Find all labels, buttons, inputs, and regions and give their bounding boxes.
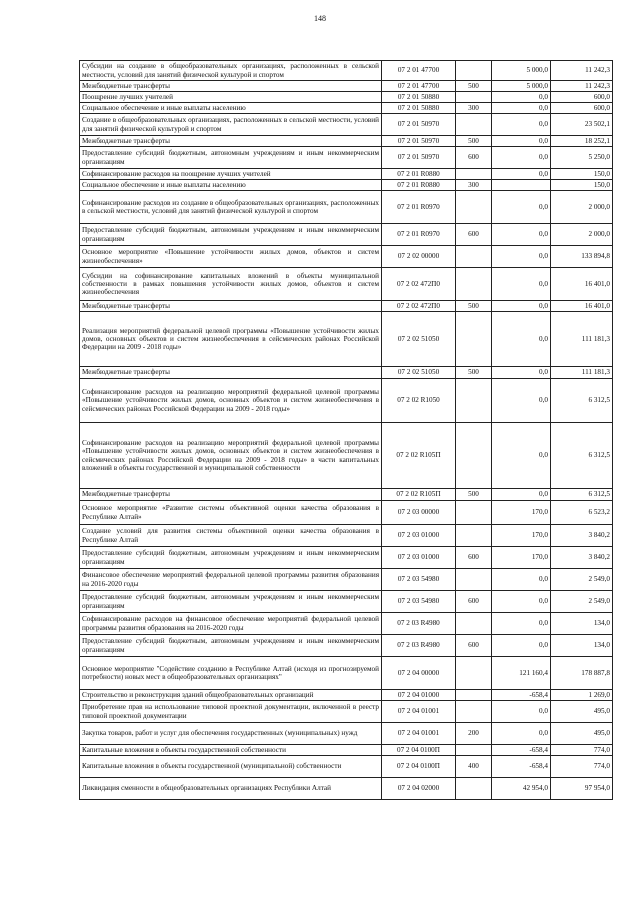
- row-name-cell: Межбюджетные трансферты: [80, 367, 382, 379]
- table-row: [80, 103, 613, 114]
- row-vr-cell: 600: [456, 635, 492, 657]
- row-amount-change-cell: 0,0: [492, 379, 551, 423]
- row-amount-total-cell: 111 181,3: [551, 367, 613, 379]
- row-code-cell: 07 2 01 R0970: [382, 191, 456, 224]
- row-amount-change-cell: 0,0: [492, 312, 551, 367]
- row-name-cell: Предоставление субсидий бюджетным, автономным учреждениям и иным некоммерческим организациям: [80, 224, 382, 246]
- row-name-cell: Предоставление субсидий бюджетным, автономным учреждениям и иным некоммерческим организациям: [80, 547, 382, 569]
- row-amount-total-cell: 2 549,0: [551, 591, 613, 613]
- row-amount-change-cell: [492, 180, 551, 191]
- row-amount-total-cell: 11 242,3: [551, 61, 613, 81]
- row-amount-total-cell: 133 894,8: [551, 246, 613, 268]
- row-amount-change-cell: 0,0: [492, 723, 551, 745]
- row-name-cell: Создание условий для развития системы объективной оценки качества образования в Республике Алтай: [80, 525, 382, 547]
- row-vr-cell: [456, 191, 492, 224]
- table-row: [80, 367, 613, 379]
- row-amount-change-cell: -658,4: [492, 745, 551, 756]
- row-vr-cell: [456, 312, 492, 367]
- row-code-cell: 07 2 03 54980: [382, 569, 456, 591]
- table-row: [80, 169, 613, 180]
- row-amount-total-cell: 111 181,3: [551, 312, 613, 367]
- row-code-cell: 07 2 01 47700: [382, 61, 456, 81]
- table-row: [80, 423, 613, 489]
- row-amount-change-cell: 0,0: [492, 147, 551, 169]
- table-row: [80, 635, 613, 657]
- table-row: [80, 136, 613, 147]
- row-name-cell: Приобретение прав на использование типовой проектной документации, включенной в реестр типовой проектной документации: [80, 701, 382, 723]
- row-amount-total-cell: 6 523,2: [551, 501, 613, 525]
- row-code-cell: 07 2 01 50970: [382, 114, 456, 136]
- row-amount-change-cell: 5 000,0: [492, 61, 551, 81]
- row-name-cell: Предоставление субсидий бюджетным, автономным учреждениям и иным некоммерческим организациям: [80, 147, 382, 169]
- row-amount-total-cell: 1 269,0: [551, 690, 613, 701]
- row-name-cell: Межбюджетные трансферты: [80, 301, 382, 312]
- row-amount-total-cell: 2 549,0: [551, 569, 613, 591]
- row-amount-change-cell: 0,0: [492, 701, 551, 723]
- row-vr-cell: [456, 569, 492, 591]
- row-amount-change-cell: 121 160,4: [492, 657, 551, 690]
- row-name-cell: Основное мероприятие «Повышение устойчивости жилых домов, объектов и систем жизнеобеспечения»: [80, 246, 382, 268]
- table-row: [80, 569, 613, 591]
- table-row: [80, 525, 613, 547]
- row-name-cell: Предоставление субсидий бюджетным, автономным учреждениям и иным некоммерческим организациям: [80, 635, 382, 657]
- table-row: [80, 224, 613, 246]
- row-vr-cell: 600: [456, 547, 492, 569]
- row-amount-total-cell: 6 312,5: [551, 423, 613, 489]
- row-code-cell: 07 2 03 R4980: [382, 613, 456, 635]
- row-amount-change-cell: 0,0: [492, 224, 551, 246]
- row-name-cell: Софинансирование расходов на реализацию мероприятий федеральной целевой программы «Повышение устойчивости жилых домов, основных объектов и систем жизнеобеспечения в сейсмических районах Российской Федерации на 2009 - 2018 годы»: [80, 379, 382, 423]
- row-vr-cell: 400: [456, 756, 492, 778]
- row-name-cell: Капитальные вложения в объекты государственной собственности: [80, 745, 382, 756]
- row-amount-change-cell: 0,0: [492, 92, 551, 103]
- row-name-cell: Межбюджетные трансферты: [80, 136, 382, 147]
- row-name-cell: Межбюджетные трансферты: [80, 81, 382, 92]
- table-row: [80, 547, 613, 569]
- table-row: [80, 61, 613, 81]
- table-row: [80, 701, 613, 723]
- row-amount-total-cell: 134,0: [551, 613, 613, 635]
- row-amount-total-cell: 16 401,0: [551, 301, 613, 312]
- row-vr-cell: [456, 690, 492, 701]
- row-code-cell: 07 2 01 R0880: [382, 169, 456, 180]
- row-code-cell: 07 2 01 R0970: [382, 224, 456, 246]
- row-code-cell: 07 2 03 R4980: [382, 635, 456, 657]
- row-name-cell: Софинансирование расходов на финансовое обеспечение мероприятий федеральной целевой программы развития образования на 2016-2020 годы: [80, 613, 382, 635]
- row-amount-change-cell: 0,0: [492, 191, 551, 224]
- row-amount-total-cell: 600,0: [551, 103, 613, 114]
- row-code-cell: 07 2 03 01000: [382, 525, 456, 547]
- row-name-cell: Субсидии на софинансирование капитальных вложений в объекты муниципальной собственности в рамках повышения устойчивости жилых домов, объектов и систем жизнеобеспечения: [80, 268, 382, 301]
- row-amount-total-cell: 23 502,1: [551, 114, 613, 136]
- row-name-cell: Субсидии на создание в общеобразовательных организациях, расположенных в сельской местности, условий для занятий физической культурой и спортом: [80, 61, 382, 81]
- row-code-cell: 07 2 04 0100П: [382, 756, 456, 778]
- row-amount-change-cell: 0,0: [492, 635, 551, 657]
- row-code-cell: 07 2 03 00000: [382, 501, 456, 525]
- table-row: [80, 81, 613, 92]
- table-row: [80, 191, 613, 224]
- row-code-cell: 07 2 01 50970: [382, 147, 456, 169]
- row-vr-cell: [456, 525, 492, 547]
- row-vr-cell: 600: [456, 224, 492, 246]
- table-row: [80, 778, 613, 800]
- row-vr-cell: [456, 745, 492, 756]
- row-amount-change-cell: 0,0: [492, 591, 551, 613]
- table-row: [80, 379, 613, 423]
- row-vr-cell: [456, 613, 492, 635]
- row-code-cell: 07 2 03 01000: [382, 547, 456, 569]
- row-code-cell: 07 2 02 00000: [382, 246, 456, 268]
- row-name-cell: Ликвидация сменности в общеобразовательных организациях Республики Алтай: [80, 778, 382, 800]
- row-vr-cell: 500: [456, 81, 492, 92]
- row-amount-total-cell: 178 887,8: [551, 657, 613, 690]
- row-amount-total-cell: 2 000,0: [551, 224, 613, 246]
- row-amount-total-cell: 2 000,0: [551, 191, 613, 224]
- row-amount-change-cell: 0,0: [492, 136, 551, 147]
- row-amount-total-cell: 6 312,5: [551, 489, 613, 501]
- row-amount-change-cell: -658,4: [492, 690, 551, 701]
- table-row: [80, 114, 613, 136]
- row-vr-cell: [456, 92, 492, 103]
- row-vr-cell: 600: [456, 591, 492, 613]
- row-code-cell: 07 2 01 50880: [382, 103, 456, 114]
- row-amount-total-cell: 134,0: [551, 635, 613, 657]
- row-code-cell: 07 2 01 R0880: [382, 180, 456, 191]
- row-amount-change-cell: 0,0: [492, 301, 551, 312]
- row-vr-cell: 200: [456, 723, 492, 745]
- row-amount-change-cell: 0,0: [492, 114, 551, 136]
- row-amount-change-cell: 0,0: [492, 246, 551, 268]
- row-amount-change-cell: 0,0: [492, 569, 551, 591]
- row-vr-cell: [456, 657, 492, 690]
- table-row: [80, 745, 613, 756]
- row-name-cell: Социальное обеспечение и иные выплаты населению: [80, 180, 382, 191]
- row-amount-total-cell: 774,0: [551, 745, 613, 756]
- row-code-cell: 07 2 04 02000: [382, 778, 456, 800]
- row-code-cell: 07 2 03 54980: [382, 591, 456, 613]
- row-amount-total-cell: 774,0: [551, 756, 613, 778]
- row-amount-change-cell: 0,0: [492, 613, 551, 635]
- row-vr-cell: 300: [456, 180, 492, 191]
- table-row: [80, 613, 613, 635]
- table-row: [80, 489, 613, 501]
- row-amount-total-cell: 150,0: [551, 169, 613, 180]
- row-vr-cell: [456, 379, 492, 423]
- row-amount-total-cell: 150,0: [551, 180, 613, 191]
- row-code-cell: 07 2 04 01001: [382, 723, 456, 745]
- budget-table-body: [80, 61, 613, 800]
- table-row: [80, 723, 613, 745]
- row-code-cell: 07 2 02 R1050: [382, 379, 456, 423]
- row-amount-total-cell: 16 401,0: [551, 268, 613, 301]
- row-vr-cell: [456, 114, 492, 136]
- row-vr-cell: [456, 169, 492, 180]
- row-code-cell: 07 2 01 50880: [382, 92, 456, 103]
- row-amount-total-cell: 18 252,1: [551, 136, 613, 147]
- row-amount-change-cell: 170,0: [492, 501, 551, 525]
- table-row: [80, 756, 613, 778]
- row-code-cell: 07 2 04 01000: [382, 690, 456, 701]
- row-amount-change-cell: 170,0: [492, 525, 551, 547]
- row-amount-change-cell: 0,0: [492, 103, 551, 114]
- row-amount-total-cell: 495,0: [551, 701, 613, 723]
- row-amount-total-cell: 97 954,0: [551, 778, 613, 800]
- row-name-cell: Финансовое обеспечение мероприятий федеральной целевой программы развития образования на 2016-2020 годы: [80, 569, 382, 591]
- row-name-cell: Основное мероприятие "Содействие созданию в Республике Алтай (исходя из прогнозируемой потребности) новых мест в общеобразовательных организациях": [80, 657, 382, 690]
- row-amount-change-cell: 42 954,0: [492, 778, 551, 800]
- row-code-cell: 07 2 04 0100П: [382, 745, 456, 756]
- table-row: [80, 690, 613, 701]
- row-name-cell: Софинансирование расходов из создание в общеобразовательных организациях, расположенных в сельской местности, условий для занятий физической культурой и спортом: [80, 191, 382, 224]
- row-name-cell: Предоставление субсидий бюджетным, автономным учреждениям и иным некоммерческим организациям: [80, 591, 382, 613]
- row-vr-cell: [456, 246, 492, 268]
- row-vr-cell: [456, 61, 492, 81]
- row-amount-total-cell: 600,0: [551, 92, 613, 103]
- table-row: [80, 501, 613, 525]
- row-name-cell: Социальное обеспечение и иные выплаты населению: [80, 103, 382, 114]
- row-name-cell: Поощрение лучших учителей: [80, 92, 382, 103]
- row-amount-change-cell: -658,4: [492, 756, 551, 778]
- table-row: [80, 591, 613, 613]
- row-name-cell: Софинансирование расходов на поощрение лучших учителей: [80, 169, 382, 180]
- row-code-cell: 07 2 02 R105П: [382, 489, 456, 501]
- row-vr-cell: [456, 423, 492, 489]
- row-amount-change-cell: 0,0: [492, 423, 551, 489]
- table-row: [80, 312, 613, 367]
- row-amount-total-cell: 495,0: [551, 723, 613, 745]
- table-row: [80, 246, 613, 268]
- row-amount-total-cell: 3 840,2: [551, 525, 613, 547]
- table-row: [80, 268, 613, 301]
- table-row: [80, 92, 613, 103]
- row-code-cell: 07 2 01 47700: [382, 81, 456, 92]
- row-amount-total-cell: 3 840,2: [551, 547, 613, 569]
- table-row: [80, 147, 613, 169]
- row-amount-change-cell: 170,0: [492, 547, 551, 569]
- row-amount-change-cell: 0,0: [492, 169, 551, 180]
- row-name-cell: Межбюджетные трансферты: [80, 489, 382, 501]
- row-name-cell: Закупка товаров, работ и услуг для обеспечения государственных (муниципальных) нужд: [80, 723, 382, 745]
- row-code-cell: 07 2 02 51050: [382, 312, 456, 367]
- row-name-cell: Капитальные вложения в объекты государственной (муниципальной) собственности: [80, 756, 382, 778]
- row-vr-cell: 500: [456, 301, 492, 312]
- row-vr-cell: 500: [456, 489, 492, 501]
- row-amount-total-cell: 5 250,0: [551, 147, 613, 169]
- row-code-cell: 07 2 04 00000: [382, 657, 456, 690]
- row-vr-cell: [456, 778, 492, 800]
- row-vr-cell: [456, 501, 492, 525]
- row-vr-cell: 500: [456, 367, 492, 379]
- page-number: 148: [314, 14, 326, 23]
- row-name-cell: Реализация мероприятий федеральной целевой программы «Повышение устойчивости жилых домов, основных объектов и систем жизнеобеспечения в сейсмических районах Российской Федерации на 2009 - 2018 годы»: [80, 312, 382, 367]
- table-row: [80, 657, 613, 690]
- table-row: [80, 180, 613, 191]
- row-amount-change-cell: 0,0: [492, 268, 551, 301]
- row-code-cell: 07 2 01 50970: [382, 136, 456, 147]
- table-row: [80, 301, 613, 312]
- row-code-cell: 07 2 02 R105П: [382, 423, 456, 489]
- row-vr-cell: 300: [456, 103, 492, 114]
- row-name-cell: Софинансирование расходов на реализацию мероприятий федеральной целевой программы «Повышение устойчивости жилых домов, основных объектов и систем жизнеобеспечения в сейсмических районах Российской Федерации на 2009 - 2018 годы» в части капитальных вложений в объекты государственной и муниципальной собственности: [80, 423, 382, 489]
- row-name-cell: Строительство и реконструкция зданий общеобразовательных организаций: [80, 690, 382, 701]
- row-code-cell: 07 2 02 472П0: [382, 268, 456, 301]
- row-vr-cell: 500: [456, 136, 492, 147]
- row-code-cell: 07 2 02 51050: [382, 367, 456, 379]
- row-name-cell: Создание в общеобразовательных организациях, расположенных в сельской местности, условий для занятий физической культурой и спортом: [80, 114, 382, 136]
- row-amount-change-cell: 0,0: [492, 489, 551, 501]
- row-amount-total-cell: 6 312,5: [551, 379, 613, 423]
- row-name-cell: Основное мероприятие «Развитие системы объективной оценки качества образования в Республике Алтай»: [80, 501, 382, 525]
- row-code-cell: 07 2 02 472П0: [382, 301, 456, 312]
- row-vr-cell: 600: [456, 147, 492, 169]
- row-amount-total-cell: 11 242,3: [551, 81, 613, 92]
- row-amount-change-cell: 0,0: [492, 367, 551, 379]
- row-amount-change-cell: 5 000,0: [492, 81, 551, 92]
- row-vr-cell: [456, 268, 492, 301]
- row-vr-cell: [456, 701, 492, 723]
- row-code-cell: 07 2 04 01001: [382, 701, 456, 723]
- budget-table: [79, 60, 613, 800]
